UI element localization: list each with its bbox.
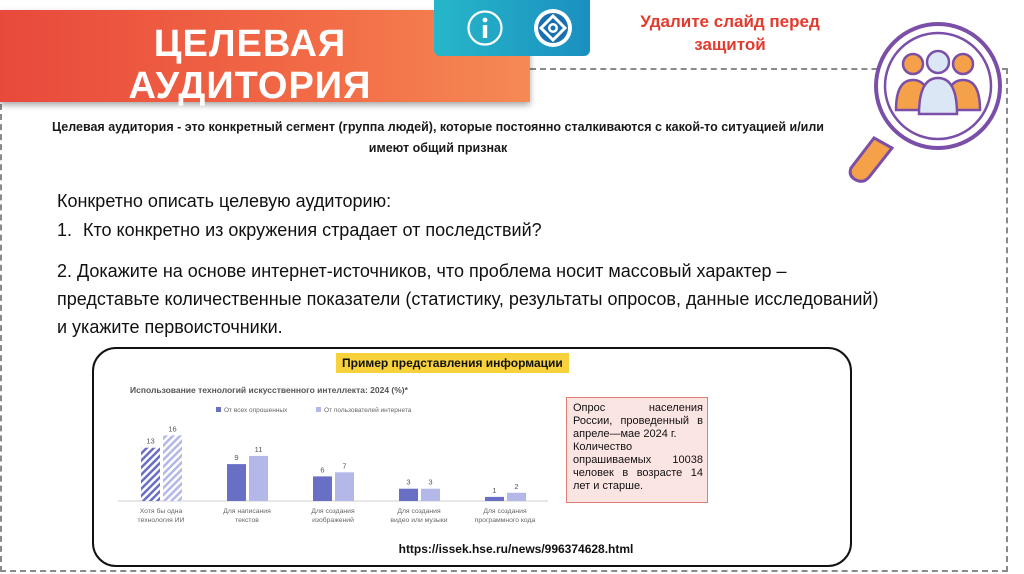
- bar-all-3: [399, 489, 418, 501]
- data-label-internet-2: 7: [342, 461, 347, 471]
- warning-text: Удалите слайд перед защитой: [640, 12, 820, 54]
- task-item-1-text: Кто конкретно из окружения страдает от последствий?: [83, 220, 542, 240]
- frame-border-bottom: [0, 570, 1008, 572]
- data-label-all-2: 6: [320, 465, 325, 475]
- category-label-2-line1: Для создания: [311, 508, 355, 515]
- survey-note: [566, 397, 708, 503]
- data-label-internet-1: 11: [254, 444, 263, 454]
- frame-border-left: [0, 104, 2, 572]
- bar-internet-2: [335, 472, 354, 501]
- task-item-1: [57, 220, 542, 241]
- data-label-internet-0: 16: [168, 424, 177, 434]
- bar-all-1: [227, 464, 246, 501]
- category-label-3-line1: Для создания: [397, 508, 441, 515]
- bar-all-0: [141, 448, 160, 501]
- magnifier-people-icon: [846, 10, 1022, 190]
- category-label-0-line2: технология ИИ: [137, 517, 185, 524]
- task-item-2: 2. Докажите на основе интернет-источников, что проблема носит массовый характер – представьте количественные показатели (статистику, результаты опросов, данные исследований) и укажите первоисточники.: [57, 261, 879, 337]
- bar-internet-4: [507, 493, 526, 501]
- bar-internet-1: [249, 456, 268, 501]
- definition-text: Целевая аудитория - это конкретный сегмент (группа людей), которые постоянно сталкиваются с какой-то ситуацией и/или имеют общий признак: [52, 120, 824, 155]
- category-label-2-line2: изображений: [312, 517, 354, 524]
- info-icon[interactable]: [466, 9, 504, 47]
- bar-all-2: [313, 476, 332, 501]
- task-item-1-number: 1.: [57, 220, 73, 240]
- category-label-1-line2: текстов: [235, 517, 259, 524]
- example-label: Пример представления информации: [336, 353, 569, 373]
- legend-swatch-all: [216, 407, 221, 412]
- source-link[interactable]: https://issek.hse.ru/news/996374628.html: [398, 542, 634, 556]
- category-label-4-line1: Для создания: [483, 508, 527, 515]
- data-label-internet-4: 2: [514, 481, 519, 491]
- data-label-internet-3: 3: [428, 477, 433, 487]
- legend-label-internet: От пользователей интернета: [324, 407, 412, 414]
- bar-internet-3: [421, 489, 440, 501]
- survey-note-line1: Опрос населения России, проведенный в апреле—мае 2024 г.: [573, 402, 703, 440]
- bar-internet-0: [163, 435, 182, 501]
- category-label-3-line2: видео или музыки: [390, 517, 448, 524]
- legend-swatch-internet: [316, 407, 321, 412]
- category-label-0-line1: Хотя бы одна: [139, 508, 183, 515]
- data-label-all-4: 1: [492, 485, 497, 495]
- category-label-4-line2: программного кода: [474, 517, 536, 524]
- organization-logo-icon: [528, 5, 578, 51]
- slide-title: [100, 23, 400, 107]
- bar-all-4: [485, 497, 504, 501]
- task-heading: Конкретно описать целевую аудиторию:: [57, 191, 392, 211]
- slide-title-line2: АУДИТОРИЯ: [128, 65, 372, 107]
- data-label-all-1: 9: [234, 453, 239, 463]
- slide-title-line1: ЦЕЛЕВАЯ: [153, 23, 347, 65]
- chart-title: Использование технологий искусственного интеллекта: 2024 (%)*: [130, 385, 408, 395]
- icon-panel: [434, 0, 590, 56]
- data-label-all-3: 3: [406, 477, 411, 487]
- survey-note-line2: Количество опрашиваемых 10038 человек в возрасте 14 лет и старше.: [573, 441, 703, 492]
- ai-usage-chart: [118, 383, 548, 533]
- data-label-all-0: 13: [146, 436, 155, 446]
- legend-label-all: От всех опрошенных: [224, 407, 288, 414]
- category-label-1-line1: Для написания: [223, 508, 271, 515]
